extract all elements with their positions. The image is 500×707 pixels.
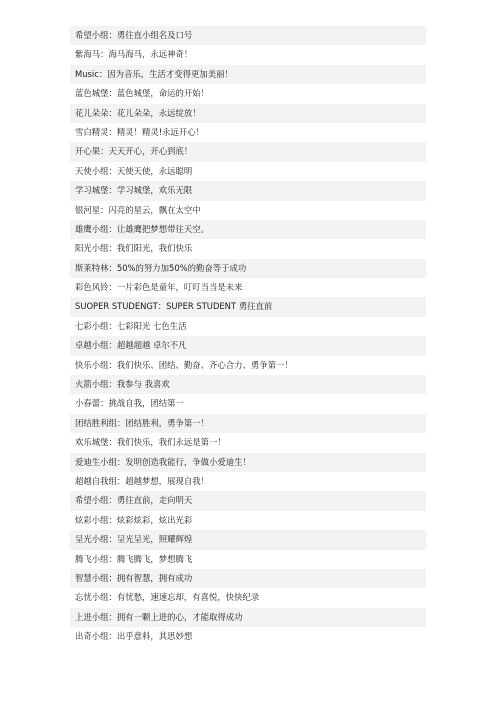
- slogan-line: 呈光小组：呈光呈光，照耀辉煌: [70, 530, 426, 549]
- slogan-line: 爱迪生小组：发明创造我能行，争做小爱迪生！: [70, 453, 426, 472]
- slogan-line: 出奇小组：出乎意料，其思妙想: [75, 631, 193, 642]
- slogan-line: SUOPER STUDENGT：SUPER STUDENT 勇往直前: [70, 297, 426, 316]
- slogan-line: 希望小组：勇往直前，走向明天: [70, 491, 426, 510]
- slogan-line: 斯莱特林：50%的努力加50%的勤奋等于成功: [70, 259, 426, 278]
- slogan-line: 雪白精灵：精灵！精灵!永远开心！: [75, 126, 204, 137]
- slogan-line: 小春蕾：挑战自我，团结第一: [75, 398, 184, 409]
- slogan-line: 快乐小组：我们快乐、团结、勤奋、齐心合力、勇争第一！: [75, 359, 293, 370]
- slogan-line: 蓝色城堡：蓝色城堡，命运的开始！: [75, 88, 209, 99]
- slogan-line: 忘忧小组：有忧愁，速速忘却，有喜悦，快快纪录: [75, 592, 260, 603]
- slogan-list: [70, 26, 426, 647]
- slogan-line: 超越自我组：超越梦想，展现自我！: [75, 475, 209, 486]
- slogan-line: 智慧小组：拥有智慧，拥有成功: [70, 569, 426, 588]
- slogan-line: 希望小组：勇往直小组名及口号: [70, 26, 426, 45]
- slogan-line: 学习城堡：学习城堡，欢乐无限: [70, 181, 426, 200]
- slogan-line: 团结胜利组：团结胜利，勇争第一！: [70, 414, 426, 433]
- slogan-line: 上进小组：拥有一颗上进的心，才能取得成功: [70, 608, 426, 627]
- slogan-line: 紫海马：海马海马，永远神奇！: [75, 49, 193, 60]
- slogan-line: 火箭小组：我参与 我喜欢: [70, 375, 426, 394]
- slogan-line: 七彩小组：七彩阳光 七色生活: [75, 320, 187, 331]
- slogan-line: 卓越小组：超越超越 卓尔不凡: [70, 336, 426, 355]
- slogan-line: 腾飞小组：腾飞腾飞，梦想腾飞: [75, 553, 193, 564]
- slogan-line: 开心果：天天开心，开心到底！: [70, 142, 426, 161]
- slogan-line: 炫彩小组：炫彩炫彩，炫出光彩: [75, 514, 193, 525]
- slogan-line: 银河星：闪亮的星云，飘在太空中: [75, 204, 201, 215]
- slogan-line: 阳光小组：我们阳光，我们快乐: [75, 243, 193, 254]
- slogan-line: 欢乐城堡：我们快乐，我们永远是第一！: [75, 437, 226, 448]
- slogan-line: Music：因为音乐，生活才变得更加美丽！: [70, 65, 426, 84]
- slogan-line: 彩色风铃：一片彩色是童年，叮叮当当是未来: [75, 282, 243, 293]
- slogan-line: 花儿朵朵：花儿朵朵，永远绽放！: [70, 104, 426, 123]
- slogan-line: 天使小组：天使天使，永远聪明: [75, 165, 193, 176]
- slogan-line: 雄鹰小组：让雄鹰把梦想带往天空。: [70, 220, 426, 239]
